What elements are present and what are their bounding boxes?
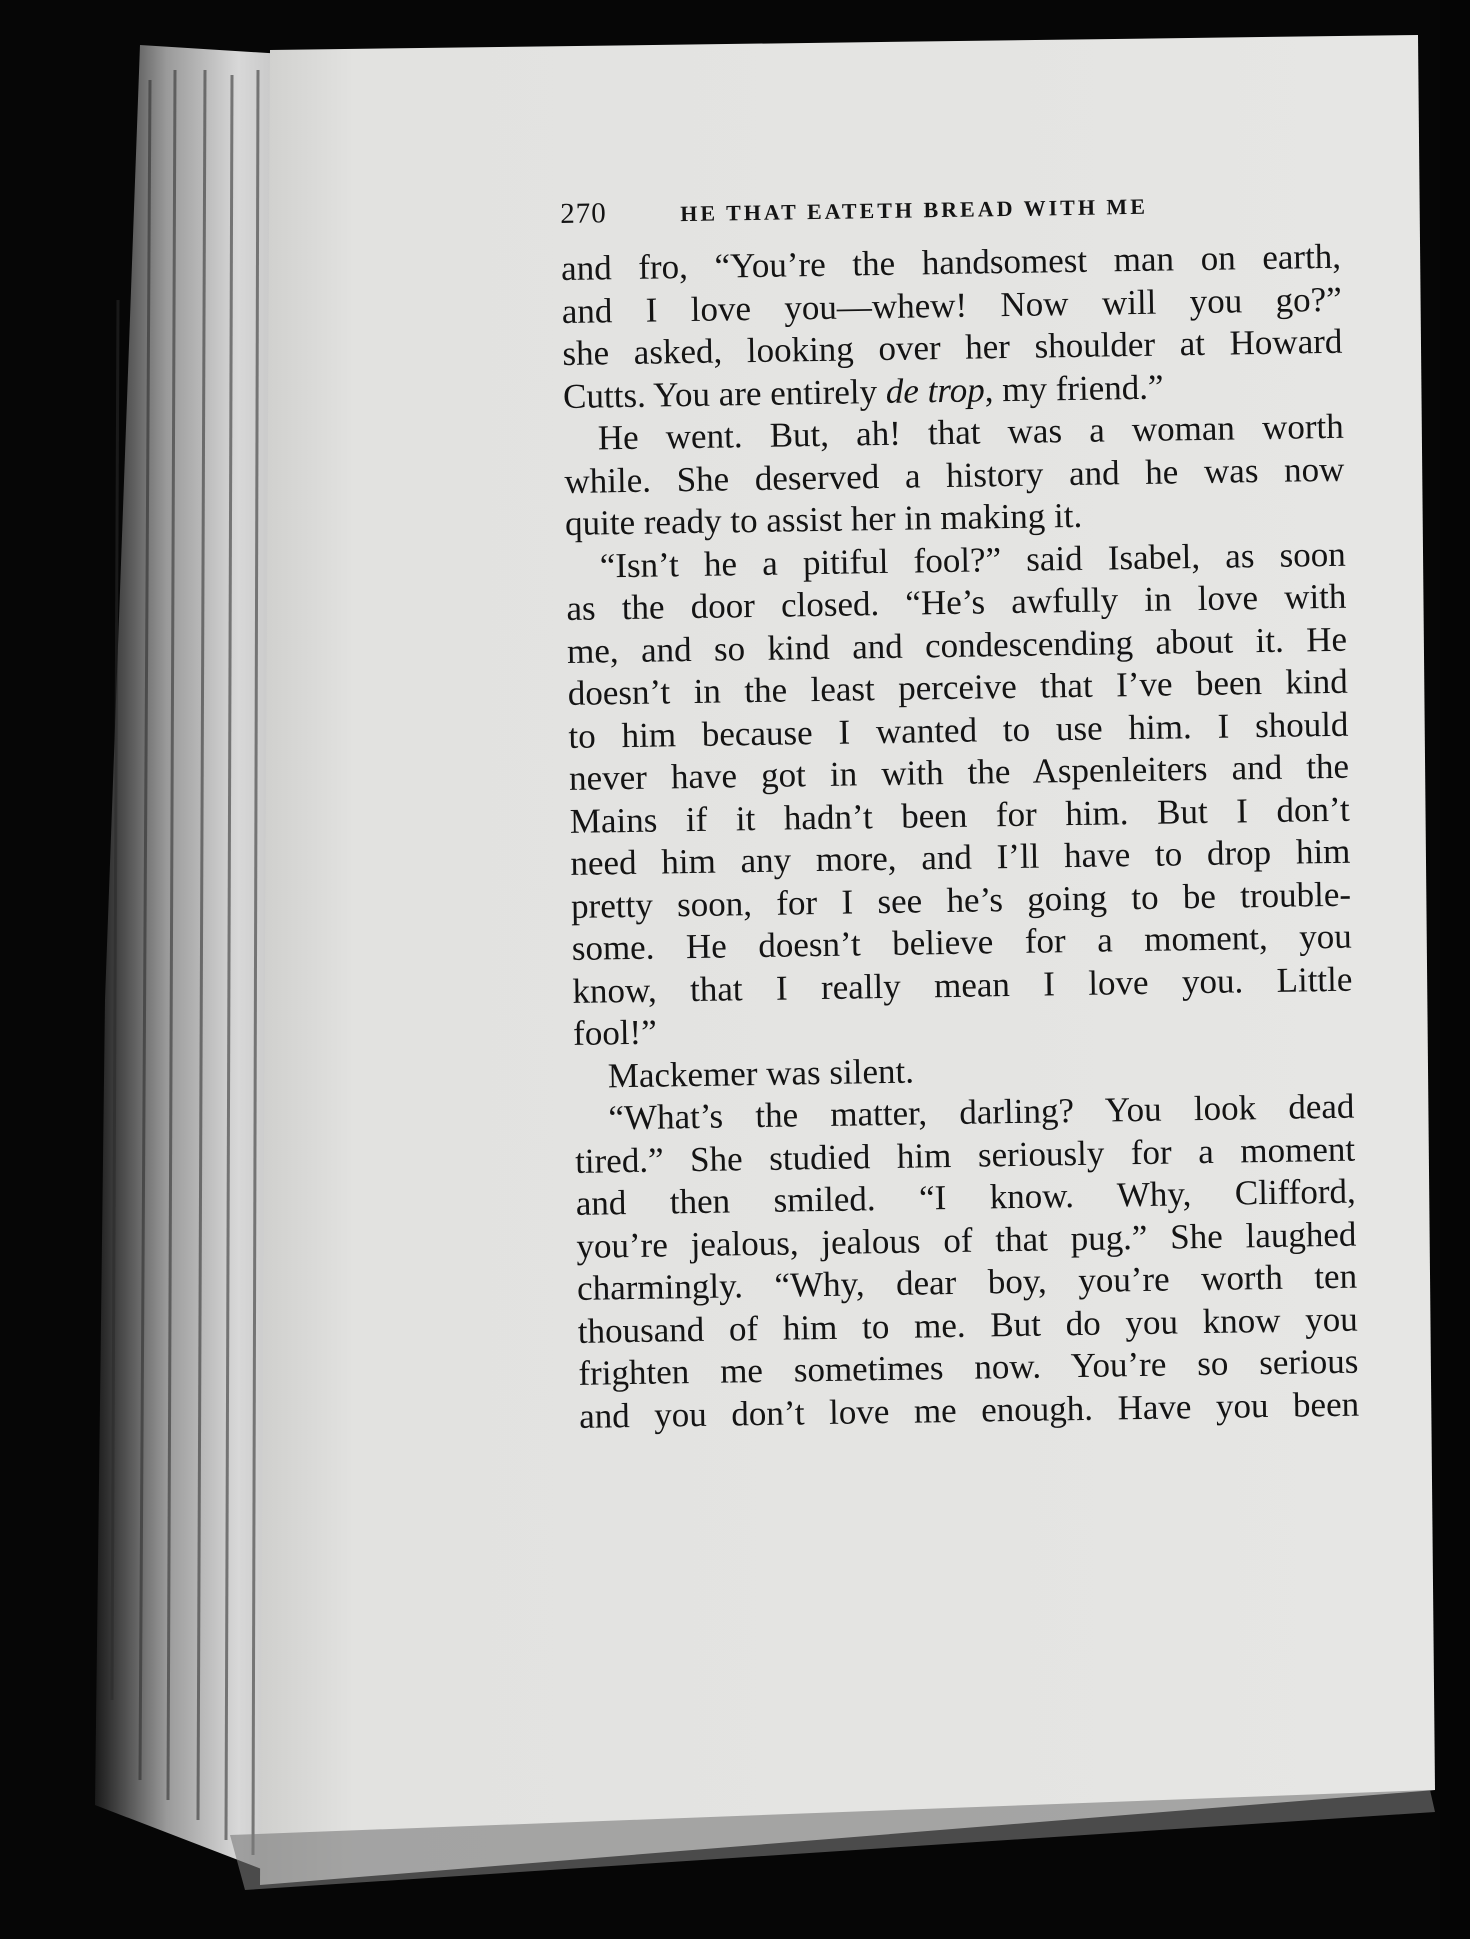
text-line: she asked, looking over her shoulder at Howard xyxy=(562,321,1343,373)
text-line: me, and so kind and condescending about it. He xyxy=(566,619,1348,671)
text-line: frighten me sometimes now. You’re so serious xyxy=(578,1341,1359,1393)
text-line: never have got in with the Aspenleiters and the xyxy=(568,746,1350,798)
running-head-title: HE THAT EATETH BREAD WITH ME xyxy=(680,193,1149,227)
text-line-part: , my friend.” xyxy=(984,367,1164,409)
text-line: He went. But, ah! that was a woman worth xyxy=(597,406,1344,458)
text-line: Mackemer was silent. xyxy=(607,1051,915,1095)
text-line: and then smiled. “I know. Why, Clifford, xyxy=(575,1171,1357,1223)
text-line: need him any more, and I’ll have to drop him xyxy=(570,831,1351,883)
text-line: doesn’t in the least perceive that I’ve been kind xyxy=(567,661,1348,713)
text-line: and I love you—whew! Now will you go?” xyxy=(561,279,1342,331)
text-line: “Isn’t he a pitiful fool?” said Isabel, as soon xyxy=(599,534,1346,585)
text-line: while. She deserved a history and he was now xyxy=(564,449,1345,501)
text-line: some. He doesn’t believe for a moment, you xyxy=(571,916,1352,968)
page-number: 270 xyxy=(560,197,607,230)
text-line: fool!” xyxy=(572,1012,657,1053)
text-line: know, that I really mean I love you. Little xyxy=(572,959,1353,1011)
text-line-part: Cutts. You are entirely xyxy=(562,371,887,416)
text-line: pretty soon, for I see he’s going to be trouble- xyxy=(570,874,1352,926)
text-line: tired.” She studied him seriously for a moment xyxy=(574,1129,1356,1181)
text-line: and you don’t love me enough. Have you been xyxy=(578,1384,1360,1436)
page-text xyxy=(560,186,1359,1438)
text-line: charmingly. “Why, dear boy, you’re worth ten xyxy=(576,1256,1358,1308)
italic-phrase: de trop xyxy=(885,369,985,411)
text-line: quite ready to assist her in making it. xyxy=(564,495,1083,543)
text-line: to him because I wanted to use him. I should xyxy=(568,704,1349,756)
text-line: thousand of him to me. But do you know you xyxy=(577,1299,1359,1351)
text-line: and fro, “You’re the handsomest man on earth, xyxy=(560,236,1342,288)
text-line: “What’s the matter, darling? You look dead xyxy=(608,1086,1355,1138)
text-line: you’re jealous, jealous of that pug.” She laughed xyxy=(576,1214,1357,1266)
text-line: Mains if it hadn’t been for him. But I don’t xyxy=(569,789,1350,841)
text-line: as the door closed. “He’s awfully in love with xyxy=(566,576,1347,628)
